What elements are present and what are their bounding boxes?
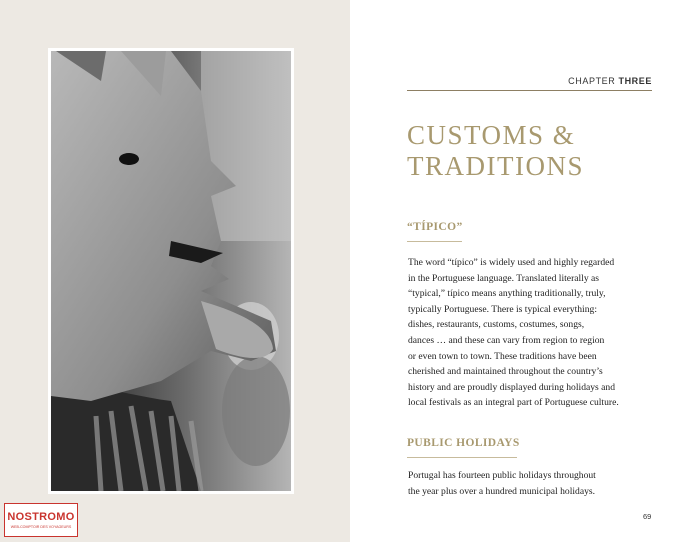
text-line: dishes, restaurants, customs, costumes, songs,: [408, 319, 585, 331]
title-line-2: TRADITIONS: [407, 151, 584, 181]
chapter-number: THREE: [618, 76, 652, 86]
chapter-rule: [407, 90, 652, 91]
text-line: or even town to town. These traditions have been: [408, 350, 597, 362]
text-line: dances … and these can vary from region to region: [408, 334, 605, 346]
text-line: the year plus over a hundred municipal holidays.: [408, 485, 596, 497]
logo-name: NOSTROMO: [7, 511, 75, 523]
text-line: local festivals as an integral part of Portuguese culture.: [408, 397, 619, 409]
text-line: “typical,” típico means anything traditionally, truly,: [408, 288, 606, 300]
carnival-mask-photo: [51, 51, 291, 491]
section-heading-public-holidays: PUBLIC HOLIDAYS: [407, 437, 520, 449]
chapter-title: [407, 120, 667, 182]
mask-image: [51, 51, 291, 491]
text-line: history and are proudly displayed during holidays and: [408, 381, 616, 393]
nostromo-logo: [4, 503, 78, 537]
section-rule-public-holidays: [407, 457, 517, 458]
page-number: 69: [643, 512, 652, 521]
text-line: in the Portuguese language. Translated literally as: [408, 272, 600, 284]
text-line: typically Portuguese. There is typical everything:: [408, 303, 597, 315]
text-line: The word “típico” is widely used and highly regarded: [408, 257, 615, 268]
chapter-prefix: CHAPTER: [568, 76, 619, 86]
text-line: cherished and maintained throughout the country’s: [408, 366, 603, 378]
section-rule-tipico: [407, 241, 462, 242]
title-line-1: CUSTOMS &: [407, 120, 576, 150]
section-heading-tipico: “TÍPICO”: [407, 221, 463, 233]
logo-tagline: WEB-COMPTOIR DES VOYAGEURS: [10, 525, 72, 529]
photo-frame: [48, 48, 294, 494]
text-line: Portugal has fourteen public holidays throughout: [408, 470, 596, 481]
section-body-public-holidays: [408, 468, 654, 499]
chapter-label: [407, 76, 652, 86]
section-body-tipico: [408, 255, 654, 411]
